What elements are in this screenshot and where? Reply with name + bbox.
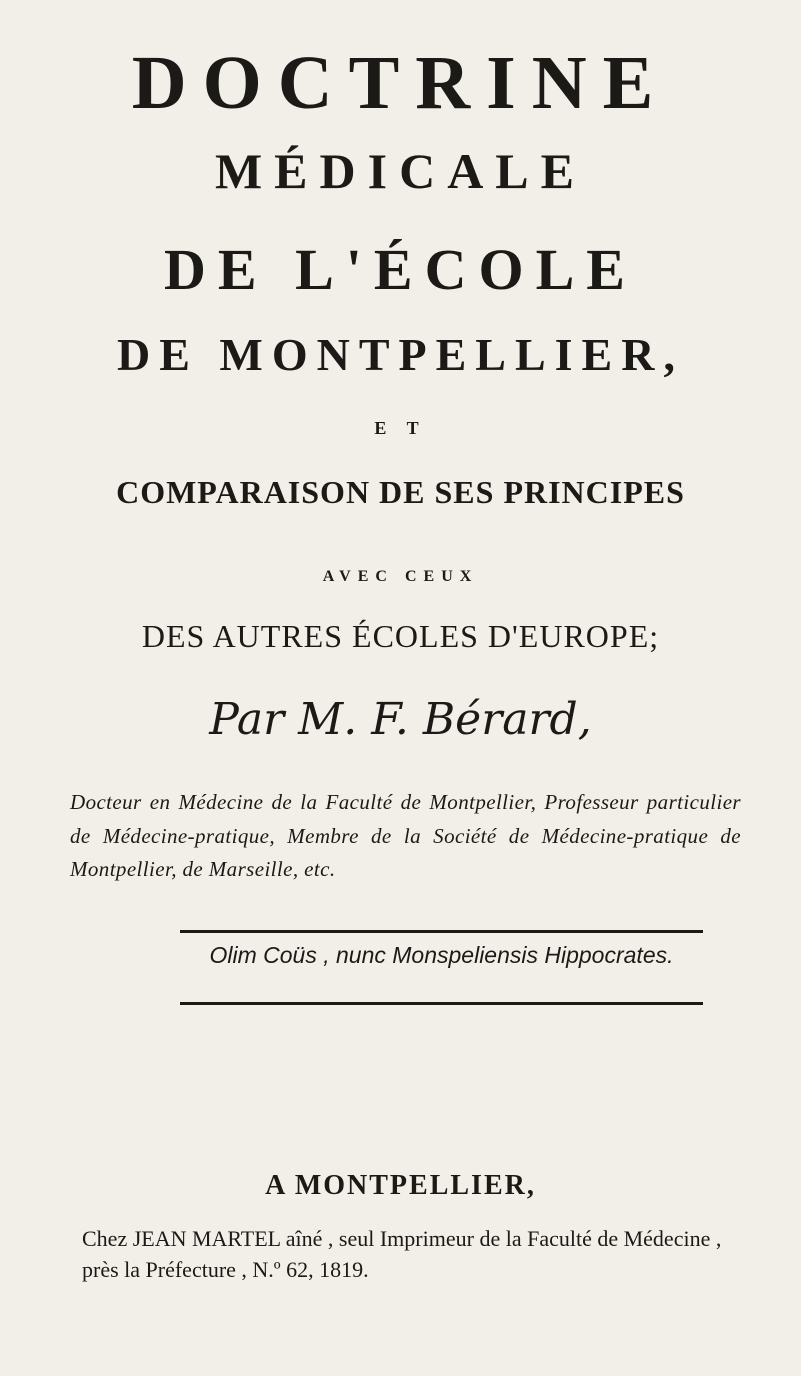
title-conjunction: E T [374,418,427,438]
author-name: Par M. F. Bérard, [209,694,592,745]
epigraph: Olim Coüs , nunc Monspeliensis Hippocrates. [209,942,674,968]
epigraph-rule-top [180,930,703,933]
title-line-ecole: DE L'ÉCOLE [164,237,637,302]
title-line-montpellier: DE MONTPELLIER, [117,329,684,380]
subtitle-autres-ecoles: DES AUTRES ÉCOLES D'EUROPE; [141,618,660,654]
epigraph-rule-bottom [180,1002,703,1005]
subtitle-avec-ceux: AVEC CEUX [322,568,479,585]
title-line-doctrine: DOCTRINE [131,41,670,125]
imprint-place: A MONTPELLIER, [265,1170,536,1201]
author-description: Docteur en Médecine de la Faculté de Montpellier, Professeur particulier de Médecine-pratique, Membre de la Société de Médecine-pratique de Montpellier, de Marseille, etc. [70,790,741,882]
subtitle-comparaison: COMPARAISON DE SES PRINCIPES [116,474,685,510]
imprint-publisher: Chez JEAN MARTEL aîné , seul Imprimeur de la Faculté de Médecine , près la Préfecture , N.º 62, 1819. [82,1226,722,1282]
title-line-medicale: MÉDICALE [214,143,587,199]
